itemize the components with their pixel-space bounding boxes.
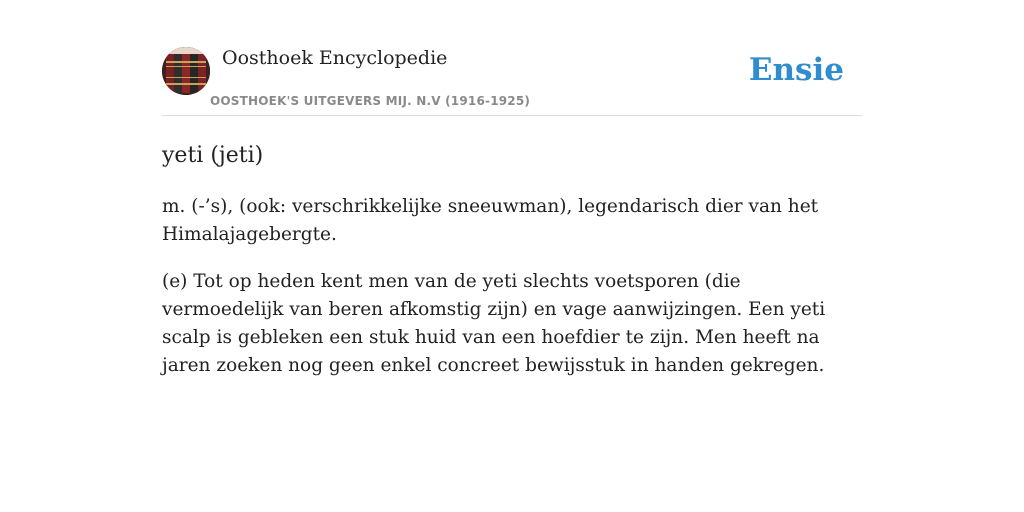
ensie-logo-link[interactable]: Ensie [748, 52, 844, 88]
entry-title: yeti (jeti) [162, 143, 264, 168]
book-spines-icon [162, 47, 210, 95]
entry-paragraph-definition: m. (-’s), (ook: verschrikkelijke sneeuwman), legendarisch dier van het Himalajagebergte. [162, 196, 819, 245]
source-name[interactable]: Oosthoek Encyclopedie [222, 47, 448, 69]
entry-card [162, 46, 862, 380]
source-header [162, 46, 862, 116]
entry-paragraph-extended: (e) Tot op heden kent men van de yeti slechts voetsporen (die vermoedelijk van beren afkomstig zijn) en vage aanwijzingen. Een yeti scalp is gebleken een stuk huid van een hoefdier te zijn. Men heeft na jaren zoeken nog geen enkel concreet bewijsstuk in handen gekregen. [162, 271, 826, 376]
source-publisher: OOSTHOEK'S UITGEVERS MIJ. N.V (1916-1925) [210, 94, 531, 108]
source-avatar[interactable] [162, 47, 210, 95]
